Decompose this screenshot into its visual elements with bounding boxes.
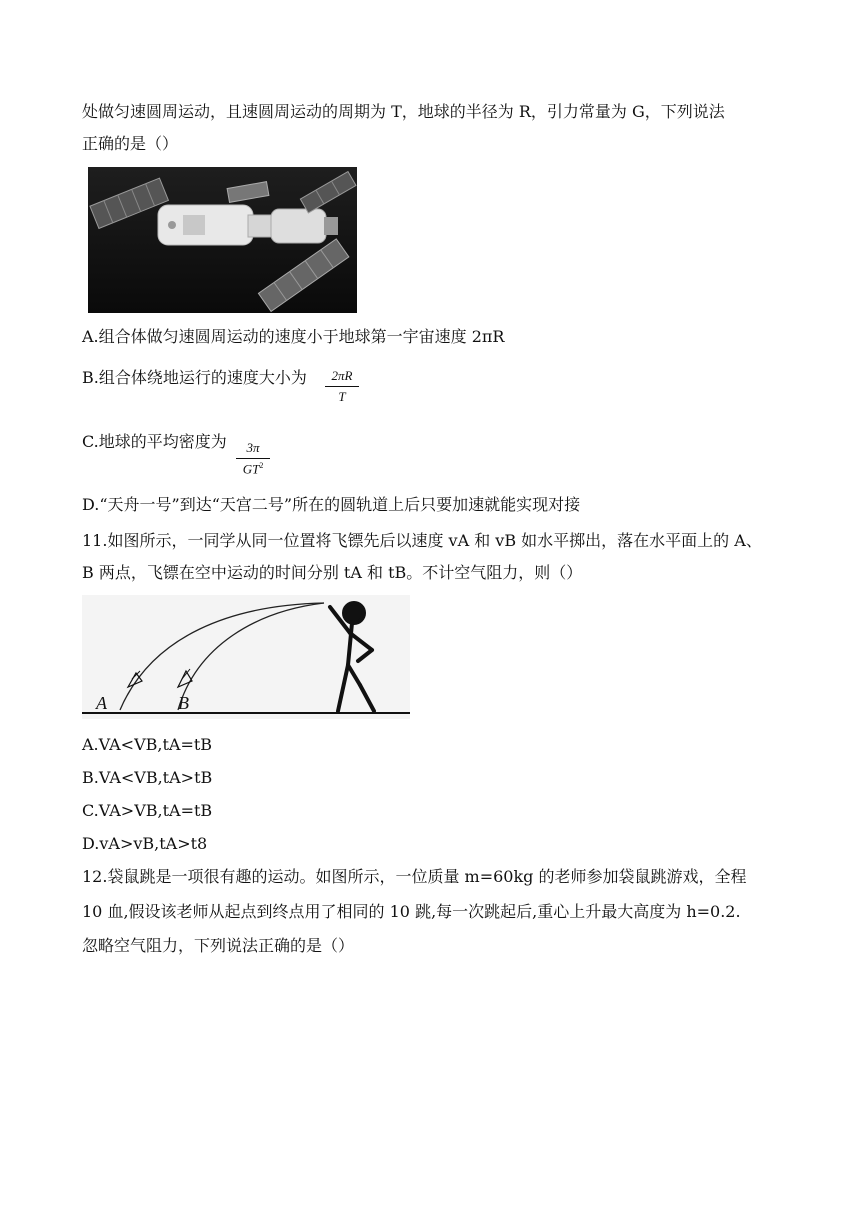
q10-option-a: A.组合体做匀速圆周运动的速度小于地球第一宇宙速度 2πR	[82, 327, 505, 346]
q10-stem-line1: 处做匀速圆周运动，且速圆周运动的周期为 T，地球的半径为 R，引力常量为 G，下列说法	[82, 102, 725, 121]
q10-option-b: B.组合体绕地运行的速度大小为	[82, 368, 307, 387]
q10-option-d: D.“天舟一号”到达“天宫二号”所在的圆轨道上后只要加速就能实现对接	[82, 495, 581, 514]
fraction-denominator: T	[338, 389, 346, 404]
q12-stem-line1: 12.袋鼠跳是一项很有趣的运动。如图所示，一位质量 m=60kg 的老师参加袋鼠跳游戏，全程	[82, 867, 747, 886]
q10-option-c-fraction	[236, 440, 270, 477]
exponent: 2	[259, 461, 264, 470]
point-b-label: B	[178, 693, 189, 713]
q12-stem-line3: 忽略空气阻力，下列说法正确的是（）	[82, 936, 355, 955]
q11-option-c: C.VA>VB,tA=tB	[82, 801, 213, 820]
q12-stem-line2: 10 血,假设该老师从起点到终点用了相同的 10 跳,每一次跳起后,重心上升最大高度为 h=0.2.	[82, 902, 741, 921]
q10-option-c: C.地球的平均密度为	[82, 432, 227, 451]
q10-stem-line2: 正确的是（）	[82, 134, 179, 153]
fraction-denominator: GT	[242, 461, 260, 477]
q11-option-a: A.VA<VB,tA=tB	[82, 735, 213, 754]
fraction-numerator: 2πR	[331, 368, 353, 383]
q11-option-d: D.vA>vB,tA>t8	[82, 834, 208, 853]
q11-stem-line1: 11.如图所示，一同学从同一位置将飞镖先后以速度 vA 和 vB 如水平掷出，落在水平面上的 A、	[82, 531, 762, 550]
q10-option-b-fraction	[325, 368, 359, 405]
fraction-numerator: 3π	[246, 440, 260, 455]
q11-option-b: B.VA<VB,tA>tB	[82, 768, 213, 787]
space-station-photo	[88, 167, 357, 313]
dart-throw-figure	[82, 595, 410, 719]
q11-stem-line2: B 两点，飞镖在空中运动的时间分别 tA 和 tB。不计空气阻力，则（）	[82, 563, 583, 582]
point-a-label: A	[96, 693, 107, 713]
